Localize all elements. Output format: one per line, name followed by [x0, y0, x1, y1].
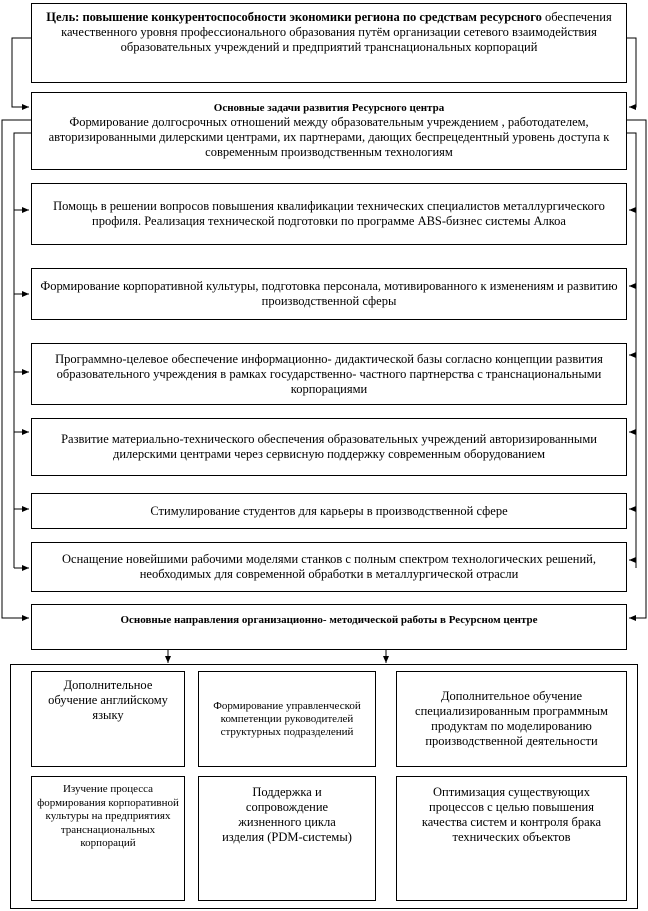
direction-cell: Дополнительное обучение английскому языку [31, 671, 185, 767]
task-item: Стимулирование студентов для карьеры в производственной сфере [31, 493, 627, 529]
bracket-right-goal [627, 38, 636, 107]
task-item: Формирование корпоративной культуры, подготовка персонала, мотивированного к изменениям и развитию производственной сферы [31, 268, 627, 320]
direction-cell: Дополнительное обучение специализированным программным продуктам по моделированию производственной деятельности [396, 671, 627, 767]
task-item: Развитие материально-технического обеспечения образовательных учреждений авторизированными дилерскими центрами через сервисную поддержку современным оборудованием [31, 418, 627, 476]
outer-left-rail [2, 120, 31, 618]
tasks-title: Основные задачи развития Ресурсного центра [213, 101, 445, 114]
direction-cell: Формирование управленческой компетенции руководителей структурных подразделений [198, 671, 376, 767]
direction-cell: Изучение процесса формирования корпоративной культуры на предприятиях транснациональных корпораций [31, 776, 185, 901]
directions-title: Основные направления организационно- методической работы в Ресурсном центре [120, 614, 538, 626]
goal-rest: обеспечения качественного уровня профессионального образования путём организации сетевого взаимодействия образовательных учреждений и предприятий транснациональных корпораций [61, 10, 612, 54]
task-item: Оснащение новейшими рабочими моделями станков с полным спектром технологических решений, необходимых для современной обработки в металлургической отрасли [31, 542, 627, 592]
task-item: Программно-целевое обеспечение информационно- дидактической базы согласно концепции развития образовательного учреждения в рамках государственно- частного партнерства с транснациональными корпорациями [31, 343, 627, 405]
directions-box [31, 604, 627, 650]
direction-cell: Поддержка и сопровождение жизненного цикла изделия (PDM-системы) [198, 776, 376, 901]
goal-prefix: Цель: повышение конкурентоспособности экономики региона по средствам ресурсного [46, 10, 542, 24]
goal-box [31, 3, 627, 83]
tasks-box [31, 92, 627, 170]
inner-right-rail [627, 133, 636, 568]
inner-left-rail [14, 133, 31, 568]
task-item: Помощь в решении вопросов повышения квалификации технических специалистов металлургического профиля. Реализация технической подготовки по программе ABS-бизнес системы Алкоа [31, 183, 627, 245]
tasks-text: Формирование долгосрочных отношений между образовательным учреждением , работодателем, авторизированными дилерскими центрами, их партнерами, дающих беспрецедентный уровень доступа к современным производственным технологиям [48, 115, 610, 160]
bracket-left-goal [12, 38, 31, 107]
direction-cell: Оптимизация существующих процессов с целью повышения качества систем и контроля брака технических объектов [396, 776, 627, 901]
goal-text [32, 4, 626, 55]
